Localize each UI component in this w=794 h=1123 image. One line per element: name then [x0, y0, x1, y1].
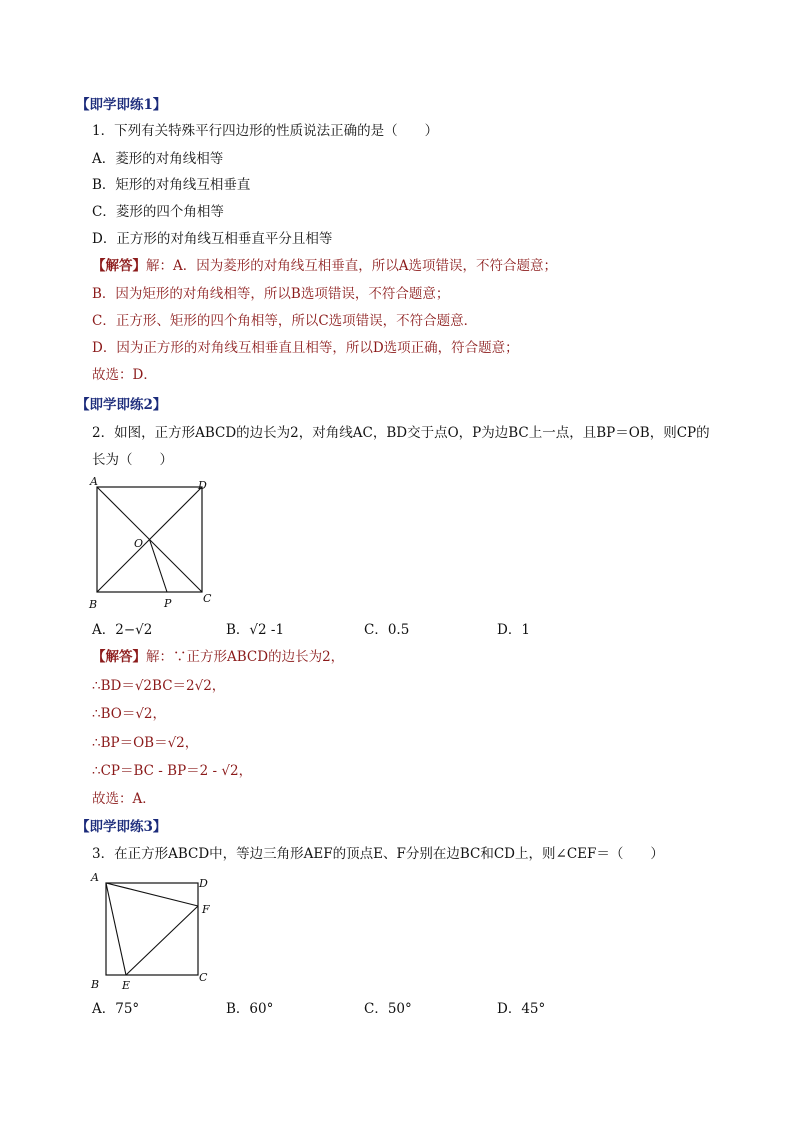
label-c: C	[203, 592, 212, 605]
q3-square-figure	[86, 866, 226, 996]
section-title-1: 【即学即练1】	[76, 97, 167, 113]
q3-option-d: D．45°	[497, 1001, 546, 1017]
q1-answer-line-4: D．因为正方形的对角线互相垂直且相等，所以D选项正确，符合题意；	[92, 340, 519, 356]
q1-option-c: C．菱形的四个角相等	[92, 204, 224, 220]
segment-af	[106, 883, 198, 906]
q2-option-c: C．0.5	[364, 622, 410, 638]
q2-answer-text: 解：∵正方形ABCD的边长为2，	[146, 649, 345, 665]
q2-option-d: D．1	[497, 622, 530, 638]
q1-option-b: B．矩形的对角线互相垂直	[92, 177, 251, 193]
q1-answer-line-3: C．正方形、矩形的四个角相等，所以C选项错误，不符合题意．	[92, 313, 478, 329]
label-a: A	[91, 871, 99, 884]
q3-stem: 3．在正方形ABCD中，等边三角形AEF的顶点E、F分别在边BC和CD上，则∠CEF＝（ ）	[92, 846, 664, 862]
q1-answer-tag: 【解答】	[92, 258, 146, 274]
q1-answer-line-5: 故选：D．	[92, 367, 157, 383]
q3-option-a: A．75°	[92, 1001, 140, 1017]
label-a: A	[90, 475, 98, 488]
q3-option-c: C．50°	[364, 1001, 412, 1017]
q2-answer-line-1	[92, 648, 344, 666]
q1-answer-line-1	[92, 257, 557, 275]
q2-answer-line-6: 故选：A．	[92, 791, 156, 807]
q1-answer-text: 解：A．因为菱形的对角线互相垂直，所以A选项错误，不符合题意；	[146, 258, 557, 274]
label-d: D	[199, 877, 208, 890]
q1-stem: 1．下列有关特殊平行四边形的性质说法正确的是（ ）	[92, 123, 439, 139]
q2-answer-tag: 【解答】	[92, 649, 146, 665]
square-abcd	[106, 883, 198, 975]
segment-op	[150, 540, 168, 593]
q2-stem-line-1: 2．如图，正方形ABCD的边长为2，对角线AC，BD交于点O，P为边BC上一点，且BP＝OB，则CP的	[92, 425, 710, 441]
q2-stem-line-2: 长为（ ）	[92, 452, 173, 468]
q2-option-b: B．√2 -1	[226, 622, 285, 638]
q3-option-b: B．60°	[226, 1001, 274, 1017]
q1-answer-line-2: B．因为矩形的对角线相等，所以B选项错误，不符合题意；	[92, 286, 450, 302]
q2-answer-line-2: ∴BD＝√2BC＝2√2，	[92, 678, 226, 694]
label-b: B	[91, 978, 100, 991]
label-b: B	[89, 598, 98, 611]
q1-option-d: D．正方形的对角线互相垂直平分且相等	[92, 231, 333, 247]
label-d: D	[198, 479, 207, 492]
q2-answer-line-3: ∴BO＝√2，	[92, 706, 167, 722]
label-e: E	[122, 979, 131, 992]
q2-answer-line-4: ∴BP＝OB＝√2，	[92, 735, 199, 751]
segment-ef	[126, 906, 198, 975]
label-f: F	[202, 903, 210, 916]
q1-option-a: A．菱形的对角线相等	[92, 151, 224, 167]
label-p: P	[164, 597, 172, 610]
section-title-3: 【即学即练3】	[76, 819, 167, 835]
segment-ae	[106, 883, 126, 975]
section-title-2: 【即学即练2】	[76, 397, 167, 413]
label-o: O	[134, 537, 144, 550]
label-c: C	[199, 971, 208, 984]
q2-answer-line-5: ∴CP＝BC - BP＝2 - √2，	[92, 763, 253, 779]
q2-square-figure	[86, 474, 216, 614]
q2-option-a: A．2−√2	[92, 622, 153, 638]
